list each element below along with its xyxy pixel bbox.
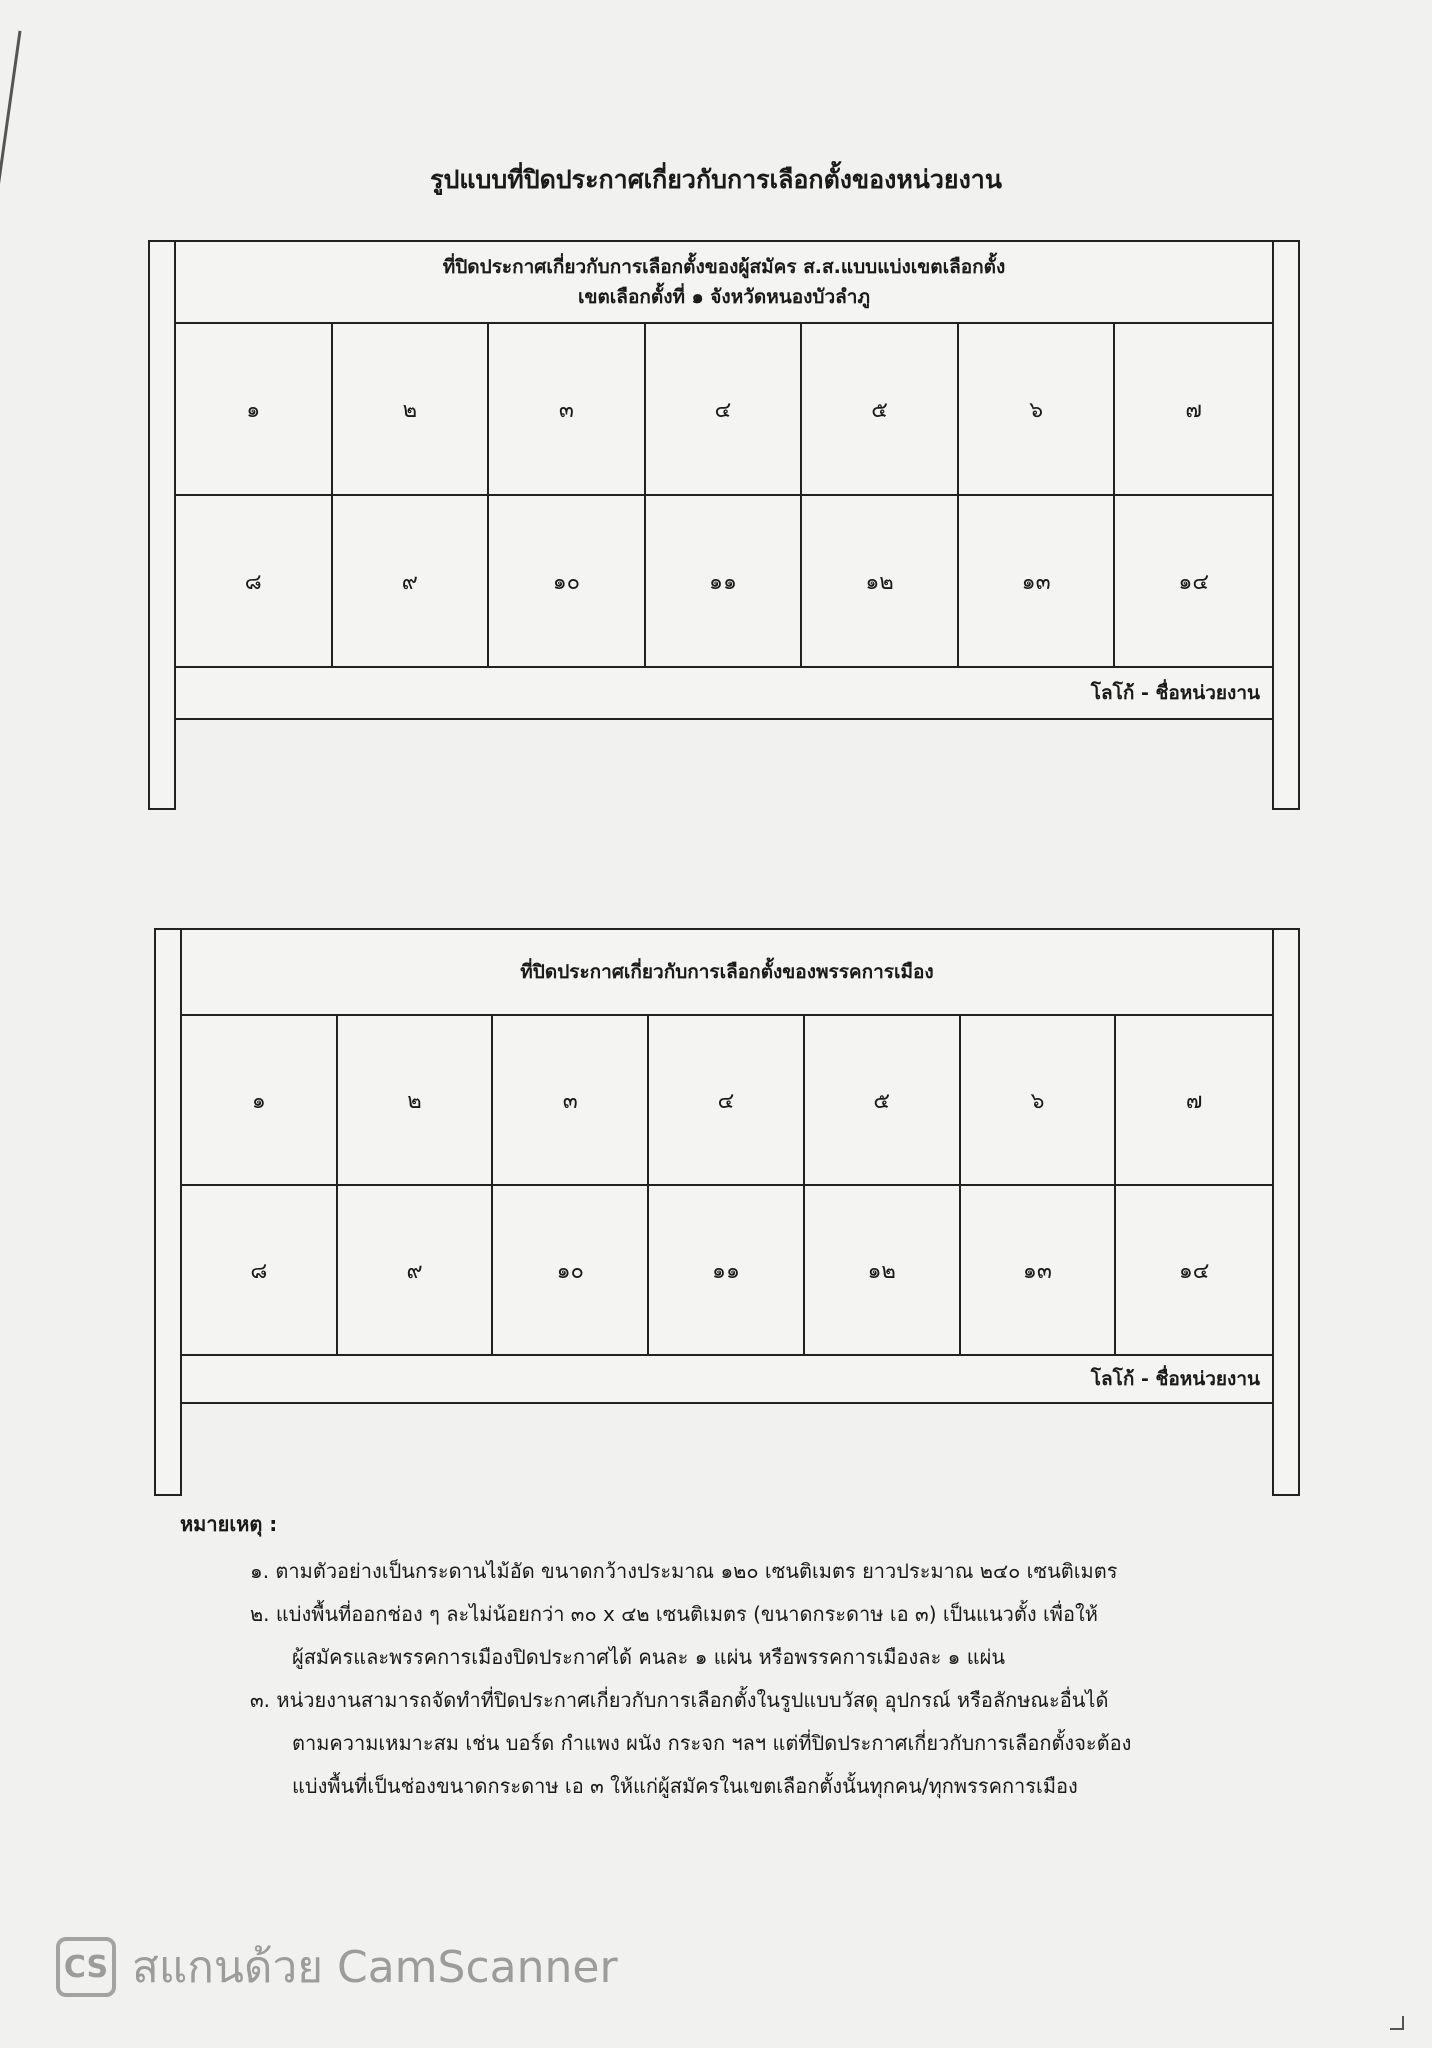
poster-slot: ๖ — [961, 1016, 1117, 1186]
note-text-continued: แบ่งพื้นที่เป็นช่องขนาดกระดาษ เอ ๓ ให้แก่ผู้สมัครในเขตเลือกตั้งนั้นทุกคน/ทุกพรรคการเมือง — [292, 1774, 1078, 1798]
poster-slot: ๑๑ — [649, 1186, 805, 1356]
note-number: ๓. — [250, 1688, 271, 1712]
board-post-left — [148, 240, 176, 810]
note-item — [250, 1550, 1131, 1593]
board-heading — [182, 930, 1272, 1016]
note-text-continued: ตามความเหมาะสม เช่น บอร์ด กำแพง ผนัง กระจก ฯลฯ แต่ที่ปิดประกาศเกี่ยวกับการเลือกตั้งจะต้อง — [292, 1731, 1132, 1755]
poster-slot: ๒ — [333, 324, 490, 496]
board-heading-line2: เขตเลือกตั้งที่ ๑ จังหวัดหนองบัวลำภู — [577, 286, 870, 308]
poster-slot: ๑ — [182, 1016, 338, 1186]
page-title: รูปแบบที่ปิดประกาศเกี่ยวกับการเลือกตั้งของหน่วยงาน — [430, 165, 1002, 194]
poster-slot-grid — [176, 324, 1272, 668]
candidate-notice-board — [148, 240, 1300, 810]
note-number: ๑. — [250, 1559, 270, 1583]
note-text: หน่วยงานสามารถจัดทำที่ปิดประกาศเกี่ยวกับการเลือกตั้งในรูปแบบวัสดุ อุปกรณ์ หรือลักษณะอื่นได้ — [276, 1688, 1109, 1712]
board-panel — [182, 928, 1272, 1404]
party-notice-board — [154, 928, 1300, 1496]
poster-slot: ๘ — [182, 1186, 338, 1356]
poster-slot: ๑ — [176, 324, 333, 496]
board-post-right — [1272, 240, 1300, 810]
poster-slot: ๑๔ — [1115, 496, 1272, 668]
poster-slot: ๗ — [1116, 1016, 1272, 1186]
poster-slot: ๙ — [338, 1186, 494, 1356]
note-number: ๒. — [250, 1602, 270, 1626]
poster-slot: ๗ — [1115, 324, 1272, 496]
poster-slot: ๓ — [493, 1016, 649, 1186]
poster-slot: ๖ — [959, 324, 1116, 496]
poster-slot: ๙ — [333, 496, 490, 668]
poster-slot: ๒ — [338, 1016, 494, 1186]
poster-slot: ๘ — [176, 496, 333, 668]
note-item — [250, 1679, 1131, 1808]
watermark-text: สแกนด้วย CamScanner — [132, 1942, 618, 1993]
poster-slot: ๑๒ — [802, 496, 959, 668]
poster-slot: ๑๐ — [493, 1186, 649, 1356]
board-post-left — [154, 928, 182, 1496]
board-heading-line1: ที่ปิดประกาศเกี่ยวกับการเลือกตั้งของผู้สมัคร ส.ส.แบบแบ่งเขตเลือกตั้ง — [442, 256, 1006, 278]
poster-slot: ๑๑ — [646, 496, 803, 668]
note-item — [250, 1593, 1131, 1679]
corner-mark-icon — [1390, 2016, 1404, 2030]
poster-slot: ๑๔ — [1116, 1186, 1272, 1356]
poster-slot: ๓ — [489, 324, 646, 496]
poster-slot-grid — [182, 1016, 1272, 1356]
board-heading-line1: ที่ปิดประกาศเกี่ยวกับการเลือกตั้งของพรรคการเมือง — [520, 961, 934, 983]
notes-list — [180, 1550, 1131, 1808]
poster-slot: ๔ — [649, 1016, 805, 1186]
board-post-right — [1272, 928, 1300, 1496]
poster-slot: ๔ — [646, 324, 803, 496]
notes-section — [180, 1508, 1131, 1808]
board-heading — [176, 242, 1272, 324]
camscanner-logo-icon: CS — [56, 1937, 116, 1997]
board-footer-logo-agency: โลโก้ - ชื่อหน่วยงาน — [1090, 682, 1260, 704]
poster-slot: ๑๐ — [489, 496, 646, 668]
poster-slot: ๑๓ — [961, 1186, 1117, 1356]
poster-slot: ๑๓ — [959, 496, 1116, 668]
board-footer-logo-agency: โลโก้ - ชื่อหน่วยงาน — [1090, 1368, 1260, 1390]
camscanner-watermark — [56, 1932, 618, 2002]
poster-slot: ๑๒ — [805, 1186, 961, 1356]
notes-title: หมายเหตุ : — [180, 1512, 278, 1536]
poster-slot: ๕ — [802, 324, 959, 496]
board-panel — [176, 240, 1272, 720]
note-text: แบ่งพื้นที่ออกช่อง ๆ ละไม่น้อยกว่า ๓๐ x ๔๒ เซนติเมตร (ขนาดกระดาษ เอ ๓) เป็นแนวตั้ง เพื่อให้ — [275, 1602, 1098, 1626]
note-text-continued: ผู้สมัครและพรรคการเมืองปิดประกาศได้ คนละ ๑ แผ่น หรือพรรคการเมืองละ ๑ แผ่น — [292, 1645, 1005, 1669]
poster-slot: ๕ — [805, 1016, 961, 1186]
note-text: ตามตัวอย่างเป็นกระดานไม้อัด ขนาดกว้างประมาณ ๑๒๐ เซนติเมตร ยาวประมาณ ๒๔๐ เซนติเมตร — [275, 1559, 1118, 1583]
